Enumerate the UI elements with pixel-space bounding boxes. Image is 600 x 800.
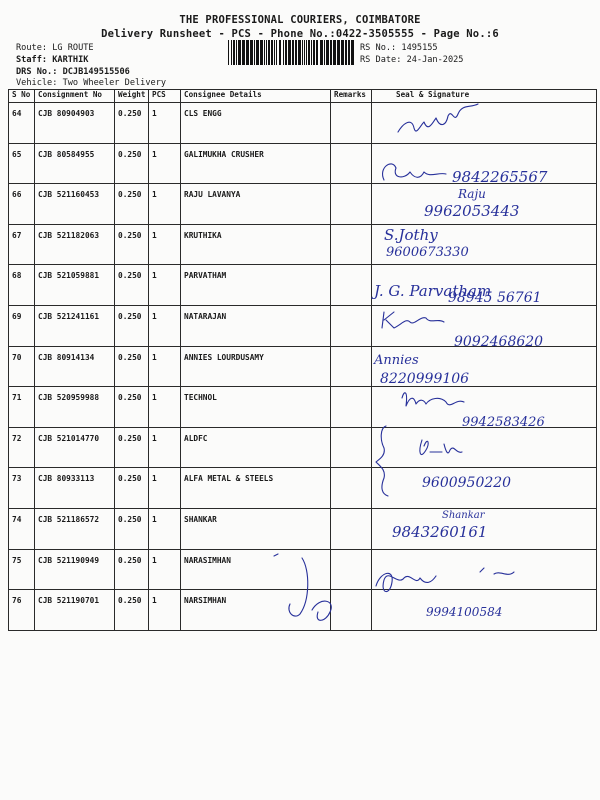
table-row — [9, 305, 597, 346]
row-signature-cell — [372, 590, 597, 631]
phone-67: 9600673330 — [386, 245, 469, 260]
name-74: Shankar — [442, 510, 485, 521]
row-signature-cell — [372, 508, 597, 549]
col-header-sno: S No — [9, 90, 35, 103]
row-weight: 0.250 — [115, 103, 149, 144]
row-remarks — [331, 549, 372, 590]
col-header-pcs: PCS — [149, 90, 181, 103]
row-pcs: 1 — [149, 265, 181, 306]
row-weight: 0.250 — [115, 265, 149, 306]
runsheet-title: Delivery Runsheet - PCS - Phone No.:0422-3505555 - Page No.:6 — [101, 28, 499, 40]
row-weight: 0.250 — [115, 305, 149, 346]
row-remarks — [331, 387, 372, 428]
name-66: Raju — [458, 187, 486, 201]
row-sno: 72 — [9, 427, 35, 468]
phone-68: 98945 56761 — [448, 290, 542, 306]
row-consignee: TECHNOL — [181, 387, 331, 428]
phone-69: 9092468620 — [454, 334, 544, 350]
name-68: J. G. Parvatham — [374, 282, 492, 300]
row-consignee: PARVATHAM — [181, 265, 331, 306]
row-consignee: NARSIMHAN — [181, 590, 331, 631]
row-signature-cell — [372, 549, 597, 590]
row-sno: 68 — [9, 265, 35, 306]
phone-71: 9942583426 — [462, 415, 545, 430]
row-weight: 0.250 — [115, 468, 149, 509]
table-row — [9, 184, 597, 225]
col-header-consignee: Consignee Details — [181, 90, 331, 103]
col-header-consignment: Consignment No — [35, 90, 115, 103]
table-row — [9, 103, 597, 144]
row-weight: 0.250 — [115, 143, 149, 184]
row-consignee: GALIMUKHA CRUSHER — [181, 143, 331, 184]
row-consignment: CJB 80933113 — [35, 468, 115, 509]
row-weight: 0.250 — [115, 184, 149, 225]
phone-66: 9962053443 — [424, 202, 520, 220]
row-consignment: CJB 521190949 — [35, 549, 115, 590]
row-sno: 71 — [9, 387, 35, 428]
row-remarks — [331, 265, 372, 306]
row-signature-cell — [372, 265, 597, 306]
row-sno: 76 — [9, 590, 35, 631]
row-consignment: CJB 80584955 — [35, 143, 115, 184]
row-sno: 64 — [9, 103, 35, 144]
row-consignment: CJB 521182063 — [35, 224, 115, 265]
row-remarks — [331, 184, 372, 225]
drs-number: DRS No.: DCJB149515506 — [16, 67, 130, 77]
row-sno: 65 — [9, 143, 35, 184]
row-remarks — [331, 427, 372, 468]
row-consignment: CJB 80904903 — [35, 103, 115, 144]
phone-73: 9600950220 — [422, 475, 512, 491]
row-signature-cell — [372, 468, 597, 509]
row-signature-cell — [372, 427, 597, 468]
rs-date: RS Date: 24-Jan-2025 — [360, 55, 464, 65]
table-row — [9, 143, 597, 184]
staff-label: Staff: KARTHIK — [16, 55, 89, 65]
row-weight: 0.250 — [115, 590, 149, 631]
table-row — [9, 468, 597, 509]
vehicle-label: Vehicle: Two Wheeler Delivery — [16, 78, 167, 88]
row-signature-cell — [372, 184, 597, 225]
route-label: Route: LG ROUTE — [16, 43, 94, 53]
table-header — [9, 90, 597, 103]
table-row — [9, 590, 597, 631]
row-consignee: NATARAJAN — [181, 305, 331, 346]
row-consignee: RAJU LAVANYA — [181, 184, 331, 225]
row-consignment: CJB 80914134 — [35, 346, 115, 387]
phone-74: 9843260161 — [392, 523, 488, 541]
rs-number: RS No.: 1495155 — [360, 43, 438, 53]
row-pcs: 1 — [149, 427, 181, 468]
row-consignee: SHANKAR — [181, 508, 331, 549]
row-pcs: 1 — [149, 468, 181, 509]
row-weight: 0.250 — [115, 508, 149, 549]
company-title: THE PROFESSIONAL COURIERS, COIMBATORE — [179, 14, 421, 26]
table-row — [9, 427, 597, 468]
row-remarks — [331, 590, 372, 631]
runsheet-table — [8, 89, 597, 631]
row-weight: 0.250 — [115, 387, 149, 428]
row-sno: 70 — [9, 346, 35, 387]
table-row — [9, 387, 597, 428]
row-consignment: CJB 521186572 — [35, 508, 115, 549]
row-signature-cell — [372, 224, 597, 265]
row-weight: 0.250 — [115, 224, 149, 265]
row-pcs: 1 — [149, 549, 181, 590]
row-sno: 74 — [9, 508, 35, 549]
row-pcs: 1 — [149, 143, 181, 184]
row-signature-cell — [372, 305, 597, 346]
table-row — [9, 346, 597, 387]
row-weight: 0.250 — [115, 549, 149, 590]
row-remarks — [331, 305, 372, 346]
row-consignee: ALFA METAL & STEELS — [181, 468, 331, 509]
row-pcs: 1 — [149, 387, 181, 428]
table-row — [9, 549, 597, 590]
row-consignee: CLS ENGG — [181, 103, 331, 144]
phone-76: 9994100584 — [426, 605, 503, 619]
row-remarks — [331, 143, 372, 184]
row-consignee: ANNIES LOURDUSAMY — [181, 346, 331, 387]
table-row — [9, 224, 597, 265]
row-pcs: 1 — [149, 103, 181, 144]
col-header-signature: Seal & Signature — [372, 90, 597, 103]
row-sno: 75 — [9, 549, 35, 590]
col-header-remarks: Remarks — [331, 90, 372, 103]
row-sno: 69 — [9, 305, 35, 346]
row-signature-cell — [372, 143, 597, 184]
row-consignee: KRUTHIKA — [181, 224, 331, 265]
barcode — [228, 40, 354, 65]
row-pcs: 1 — [149, 224, 181, 265]
row-consignee: NARASIMHAN — [181, 549, 331, 590]
row-consignment: CJB 521241161 — [35, 305, 115, 346]
table-row — [9, 508, 597, 549]
row-sno: 66 — [9, 184, 35, 225]
row-consignment: CJB 521014770 — [35, 427, 115, 468]
row-pcs: 1 — [149, 508, 181, 549]
row-remarks — [331, 346, 372, 387]
row-sno: 73 — [9, 468, 35, 509]
row-pcs: 1 — [149, 184, 181, 225]
row-pcs: 1 — [149, 590, 181, 631]
row-pcs: 1 — [149, 305, 181, 346]
row-sno: 67 — [9, 224, 35, 265]
phone-70: 8220999106 — [380, 371, 470, 387]
row-consignment: CJB 521059881 — [35, 265, 115, 306]
row-signature-cell — [372, 346, 597, 387]
row-weight: 0.250 — [115, 427, 149, 468]
row-remarks — [331, 224, 372, 265]
row-consignment: CJB 521160453 — [35, 184, 115, 225]
row-consignee: ALDFC — [181, 427, 331, 468]
row-consignment: CJB 520959988 — [35, 387, 115, 428]
row-remarks — [331, 103, 372, 144]
row-remarks — [331, 468, 372, 509]
row-pcs: 1 — [149, 346, 181, 387]
name-67: S.Jothy — [384, 226, 438, 244]
phone-65: 9842265567 — [452, 168, 548, 186]
col-header-weight: Weight — [115, 90, 149, 103]
row-remarks — [331, 508, 372, 549]
row-signature-cell — [372, 103, 597, 144]
row-consignment: CJB 521190701 — [35, 590, 115, 631]
row-weight: 0.250 — [115, 346, 149, 387]
table-row — [9, 265, 597, 306]
name-70: Annies — [374, 353, 419, 368]
row-signature-cell — [372, 387, 597, 428]
